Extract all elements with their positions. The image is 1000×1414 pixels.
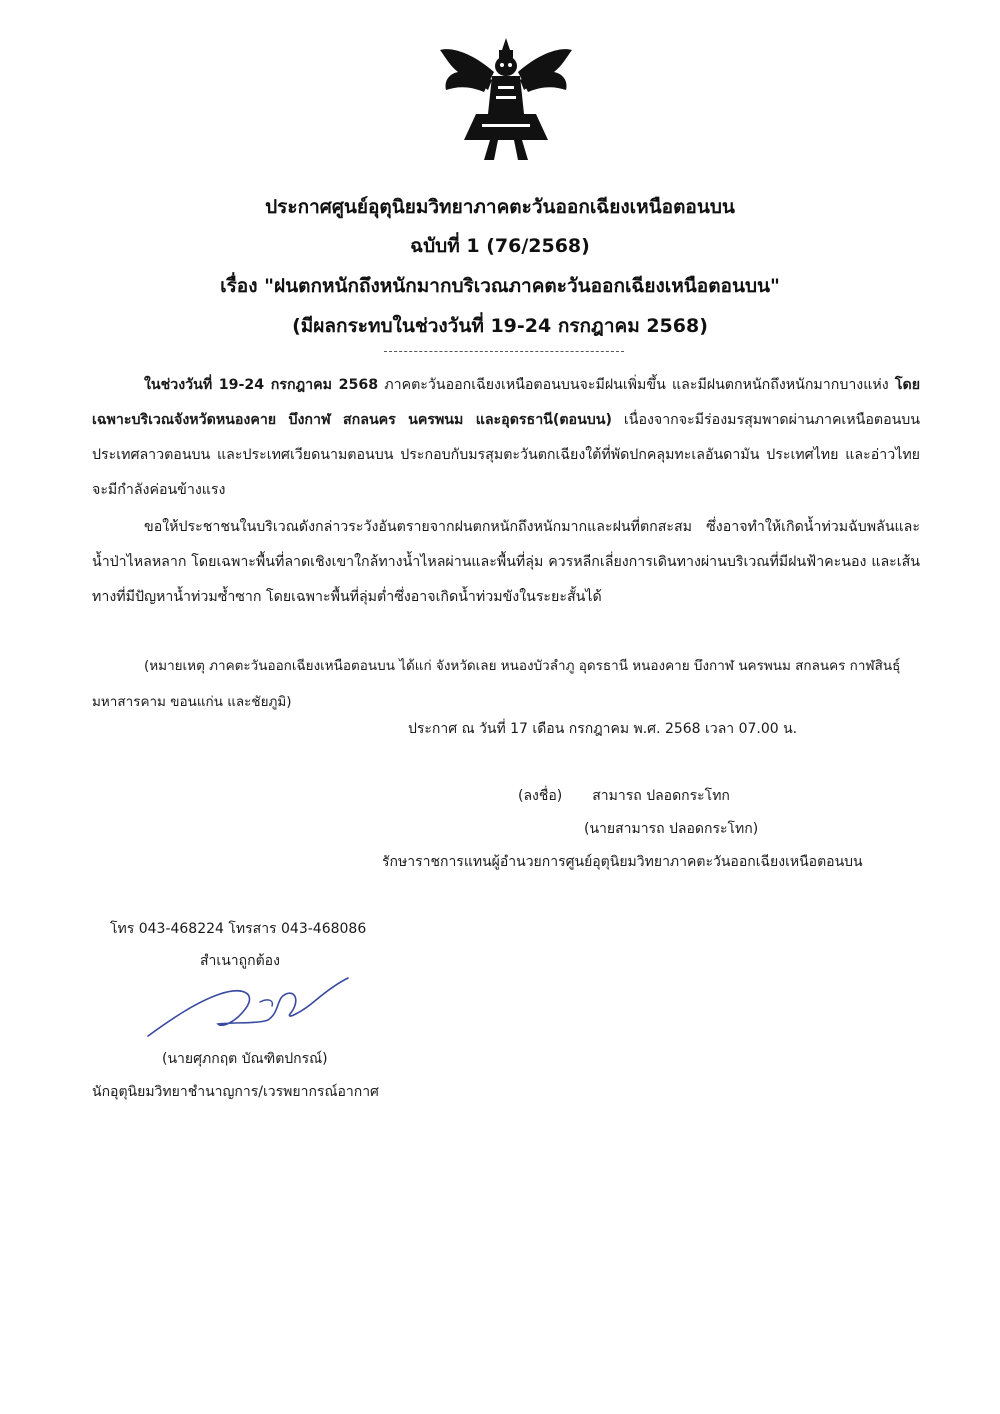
paragraph-warning (92, 510, 920, 615)
warning-text: ขอให้ประชาชนในบริเวณดังกล่าวระวังอันตรายจากฝนตกหนักถึงหนักมากและฝนที่ตกสะสม ซึ่งอาจทำให้เกิดน้ำท่วมฉับพลันและน้ำป่าไหลหลาก โดยเฉพาะพื้นที่ลาดเชิงเขาใกล้ทางน้ำไหลผ่านและพื้นที่ลุ่ม ควรหลีกเลี่ยงการเดินทางผ่านบริเวณที่มีฝนฟ้าคะนอง และเส้นทางที่มีปัญหาน้ำท่วมซ้ำซาก โดยเฉพาะพื้นที่ลุ่มต่ำซึ่งอาจเกิดน้ำท่วมขังในระยะสั้นได้ (92, 519, 920, 605)
paragraph-note (92, 648, 920, 720)
forecast-period: ในช่วงวันที่ 19-24 กรกฎาคม 2568 (144, 377, 379, 393)
effect-period: (มีผลกระทบในช่วงวันที่ 19-24 กรกฎาคม 2568) (292, 315, 708, 337)
note-text: (หมายเหตุ ภาคตะวันออกเฉียงเหนือตอนบน ได้แก่ จังหวัดเลย หนองบัวลำภู อุดรธานี หนองคาย บึงกาฬ นครพนม สกลนคร กาฬสินธุ์ มหาสารคาม ขอนแก่น และชัยภูมิ) (92, 658, 901, 710)
garuda-emblem-icon (436, 36, 576, 166)
certified-copy: สำเนาถูกต้อง (200, 953, 280, 969)
paragraph-forecast (92, 368, 920, 508)
divider-rule (384, 351, 624, 352)
forecast-text-a: ภาคตะวันออกเฉียงเหนือตอนบนจะมีฝนเพิ่มขึ้น และมีฝนตกหนักถึงหนักมากบางแห่ง (378, 377, 895, 393)
announcement-title: ประกาศศูนย์อุตุนิยมวิทยาภาคตะวันออกเฉียงเหนือตอนบน (265, 196, 735, 218)
signatory-line (518, 785, 730, 807)
officer-title: นักอุตุนิยมวิทยาชำนาญการ/เวรพยากรณ์อากาศ (92, 1084, 379, 1100)
signatory-position: รักษาราชการแทนผู้อำนวยการศูนย์อุตุนิยมวิทยาภาคตะวันออกเฉียงเหนือตอนบน (382, 854, 863, 870)
forecast-text-b: เนื่องจากจะมีร่องมรสุมพาดผ่านภาคเหนือตอนบน ประเทศลาวตอนบน และประเทศเวียดนามตอนบน ประกอบกับมรสุมตะวันตกเฉียงใต้ที่พัดปกคลุมทะเลอันดามัน ประเทศไทย และอ่าวไทยจะมีกำลังค่อนข้างแรง (92, 412, 920, 498)
sign-label: (ลงชื่อ) (518, 788, 563, 804)
signatory-full-name: (นายสามารถ ปลอดกระโทก) (584, 821, 759, 837)
handwritten-signature (140, 972, 360, 1044)
officer-name: (นายศุภกฤต บัณฑิตปกรณ์) (162, 1051, 328, 1067)
signatory-name: สามารถ ปลอดกระโทก (592, 788, 730, 804)
contact-numbers: โทร 043-468224 โทรสาร 043-468086 (110, 921, 367, 937)
announce-date: ประกาศ ณ วันที่ 17 เดือน กรกฎาคม พ.ศ. 2568 เวลา 07.00 น. (408, 721, 798, 737)
issue-number: ฉบับที่ 1 (76/2568) (410, 235, 590, 257)
subject-line: เรื่อง "ฝนตกหนักถึงหนักมากบริเวณภาคตะวันออกเฉียงเหนือตอนบน" (220, 275, 780, 297)
affected-provinces: โดยเฉพาะบริเวณจังหวัดหนองคาย บึงกาฬ สกลนคร นครพนม และอุดรธานี(ตอนบน) (92, 377, 921, 428)
